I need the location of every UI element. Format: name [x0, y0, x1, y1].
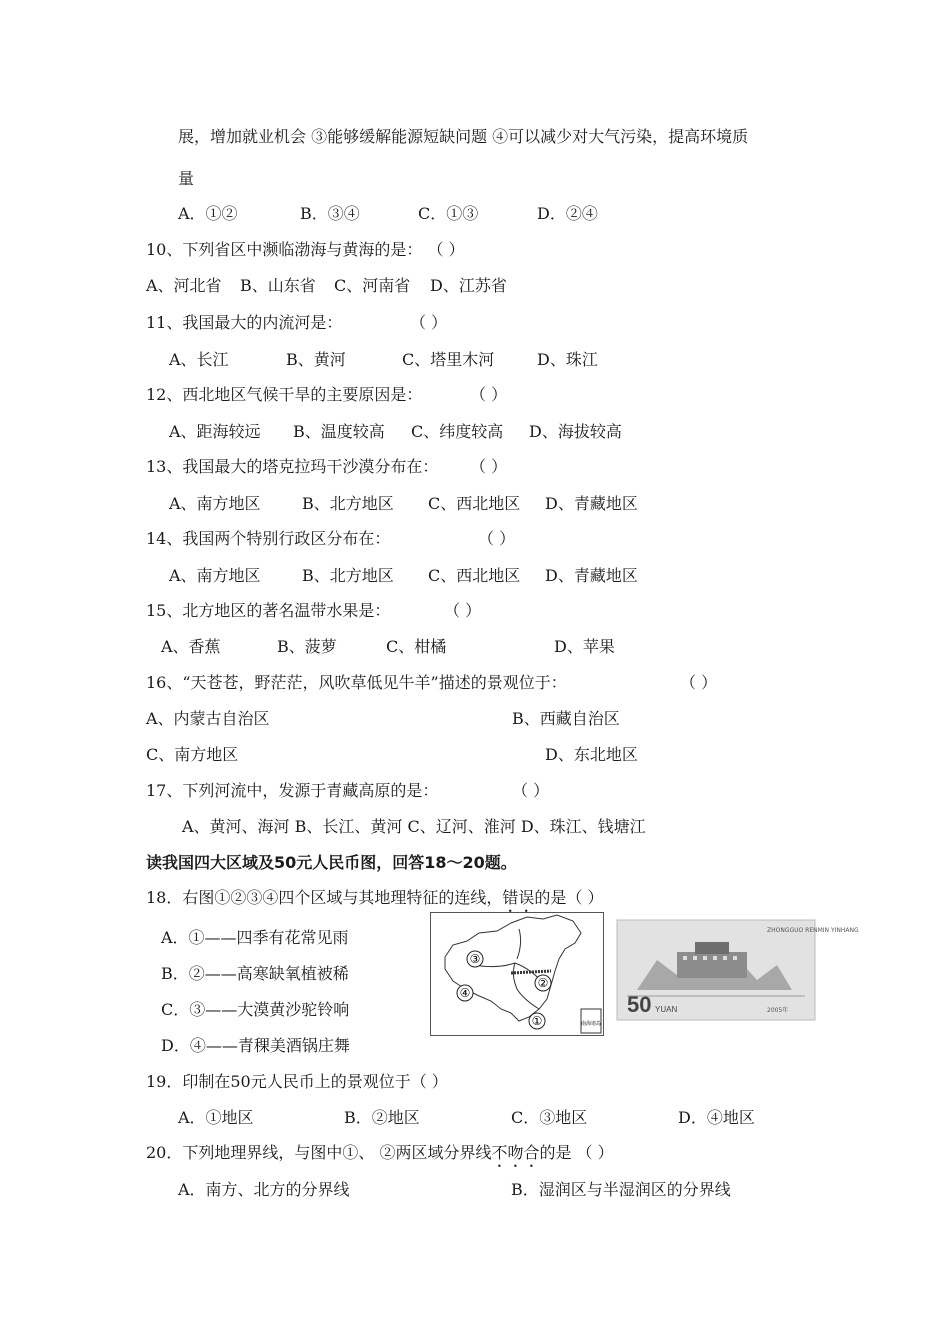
q15-option-c: C、柑橘 [386, 637, 447, 656]
q11-option-b: B、黄河 [286, 350, 346, 369]
q18-option-b: B．②——高寒缺氧植被稀 [161, 964, 349, 983]
q18-stem-emphasis: 错误 [502, 888, 535, 907]
q9-option-c: C．①③ [418, 204, 479, 223]
map-label-2: ② [537, 976, 549, 990]
q14-option-c: C、西北地区 [428, 566, 521, 585]
q9-option-b: B．③④ [300, 204, 360, 223]
q12-option-b: B、温度较高 [293, 422, 385, 441]
q15-option-b: B、菠萝 [277, 637, 337, 656]
q14-option-a: A、南方地区 [169, 566, 261, 585]
banknote-yuan: YUAN [655, 1005, 678, 1014]
q9-option-a: A．①② [178, 204, 238, 223]
q10-option-b: B、山东省 [240, 276, 316, 295]
q19-option-a: A．①地区 [178, 1108, 254, 1127]
q10-option-a: A、河北省 [146, 276, 222, 295]
q17-options: A、黄河、海河 B、长江、黄河 C、辽河、淮河 D、珠江、钱塘江 [182, 817, 646, 836]
q11-option-d: D、珠江 [537, 350, 598, 369]
china-regions-map [430, 912, 604, 1036]
q19-option-d: D．④地区 [678, 1108, 755, 1127]
q18-stem-b: 的是（ ） [534, 888, 604, 907]
q9-line1: 展，增加就业机会 ③能够缓解能源短缺问题 ④可以减少对大气污染，提高环境质 [178, 127, 749, 146]
q13-option-c: C、西北地区 [428, 494, 521, 513]
fifty-yuan-banknote-image [617, 920, 859, 1020]
q12-option-a: A、距海较远 [169, 422, 261, 441]
banknote-drawing [617, 920, 859, 1020]
q15-option-d: D、苹果 [554, 637, 615, 656]
banknote-top-text: ZHONGGUO RENMIN YINHANG [767, 927, 859, 934]
q13-option-b: B、北方地区 [302, 494, 394, 513]
q16-answer-paren: （ ） [680, 673, 718, 692]
q15-stem: 15、北方地区的著名温带水果是： [146, 601, 391, 620]
q11-option-c: C、塔里木河 [402, 350, 495, 369]
q15-option-a: A、香蕉 [161, 637, 221, 656]
q14-option-b: B、北方地区 [302, 566, 394, 585]
banknote-serial: 2005年 [767, 1007, 789, 1014]
q20-stem-b: 的是 （ ） [539, 1143, 614, 1162]
q10-option-c: C、河南省 [334, 276, 411, 295]
q20-stem-a: 20．下列地理界线，与图中①、 ②两区域分界线 [146, 1143, 492, 1162]
q16-stem: 16、“天苍苍，野茫茫，风吹草低见牛羊”描述的景观位于： [146, 673, 567, 692]
banknote-value: 50 [627, 992, 652, 1017]
q13-answer-paren: （ ） [470, 457, 508, 476]
q11-stem: 11、我国最大的内流河是： [146, 313, 343, 332]
q16-option-c: C、南方地区 [146, 745, 239, 764]
q17-answer-paren: （ ） [512, 781, 550, 800]
q14-answer-paren: （ ） [478, 529, 516, 548]
map-label-3: ③ [469, 952, 481, 966]
q15-answer-paren: （ ） [444, 601, 482, 620]
q16-option-d: D、东北地区 [545, 745, 638, 764]
q20-stem-emphasis: 不吻合 [491, 1143, 540, 1162]
q13-stem: 13、我国最大的塔克拉玛干沙漠分布在： [146, 457, 439, 476]
q18-option-c: C．③——大漠黄沙驼铃响 [161, 1000, 350, 1019]
q20-option-a: A．南方、北方的分界线 [178, 1180, 350, 1199]
q12-option-d: D、海拔较高 [529, 422, 622, 441]
section-intro: 读我国四大区域及50元人民币图，回答18～20题。 [146, 853, 517, 872]
q18-option-a: A．①——四季有花常见雨 [161, 928, 349, 947]
q16-option-b: B、西藏自治区 [512, 709, 620, 728]
q19-stem: 19．印制在50元人民币上的景观位于（ ） [146, 1072, 448, 1091]
q12-option-c: C、纬度较高 [411, 422, 504, 441]
q9-line2: 量 [178, 169, 195, 188]
q14-option-d: D、青藏地区 [545, 566, 638, 585]
map-label-4: ④ [459, 986, 471, 1000]
q19-option-b: B．②地区 [344, 1108, 420, 1127]
q13-option-a: A、南方地区 [169, 494, 261, 513]
map-inset-label: 南海诸岛 [580, 1021, 602, 1027]
q10-option-d: D、江苏省 [430, 276, 507, 295]
q12-stem: 12、西北地区气候干旱的主要原因是： [146, 385, 423, 404]
q18-stem-a: 18．右图①②③④四个区域与其地理特征的连线， [146, 888, 503, 907]
q14-stem: 14、我国两个特别行政区分布在： [146, 529, 391, 548]
q12-answer-paren: （ ） [470, 385, 508, 404]
q19-option-c: C．③地区 [511, 1108, 588, 1127]
q20-option-b: B．湿润区与半湿润区的分界线 [511, 1180, 731, 1199]
q10-stem: 10、下列省区中濒临渤海与黄海的是： （ ） [146, 240, 465, 259]
q17-stem: 17、下列河流中，发源于青藏高原的是： [146, 781, 439, 800]
q11-option-a: A、长江 [169, 350, 229, 369]
q20-stem [146, 1143, 614, 1171]
map-label-1: ① [531, 1014, 543, 1028]
q9-option-d: D．②④ [537, 204, 598, 223]
q18-option-d: D．④——青稞美酒锅庄舞 [161, 1036, 350, 1055]
q11-answer-paren: （ ） [410, 313, 448, 332]
china-map-drawing [431, 913, 603, 1035]
q16-option-a: A、内蒙古自治区 [146, 709, 270, 728]
q13-option-d: D、青藏地区 [545, 494, 638, 513]
